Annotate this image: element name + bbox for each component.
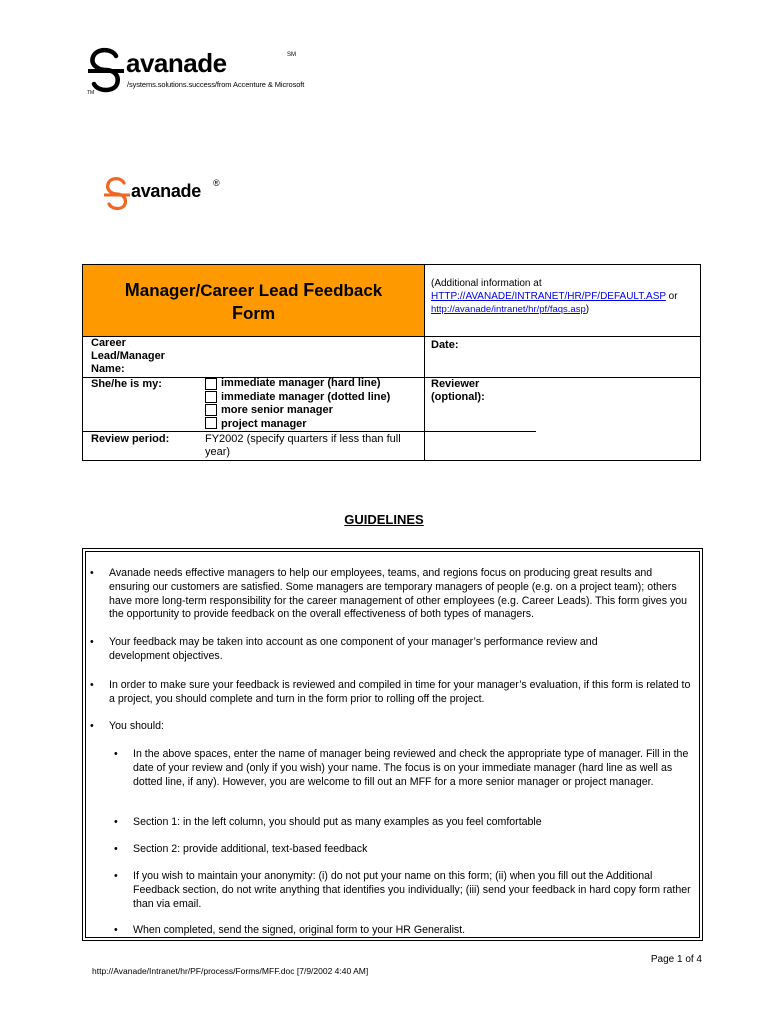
title-part: orm <box>242 304 276 323</box>
checkbox-senior-manager[interactable] <box>205 404 217 416</box>
avanade-logo-header <box>86 46 346 98</box>
avanade-swirl-orange-icon <box>103 176 131 212</box>
row-divider <box>83 377 701 378</box>
title-initial-f: F <box>303 280 315 300</box>
role-label: She/he is my: <box>91 378 162 390</box>
reviewer-field[interactable] <box>523 379 693 429</box>
option-dotted-line: immediate manager (dotted line) <box>221 390 391 403</box>
date-field[interactable] <box>473 339 695 373</box>
bullet-icon: • <box>114 870 118 882</box>
guideline-subtext: Section 2: provide additional, text-based feedback <box>133 843 368 855</box>
option-hard-line: immediate manager (hard line) <box>221 377 381 389</box>
review-period-value[interactable]: FY2002 (specify quarters if less than full year) <box>205 433 401 458</box>
guideline-text: You should: <box>109 720 164 732</box>
bullet-icon: • <box>114 816 118 828</box>
additional-info <box>431 277 699 316</box>
logo-wordmark-main: avanade <box>131 181 201 201</box>
bullet-icon: • <box>114 843 118 855</box>
info-or: or <box>665 291 678 302</box>
bullet-icon: • <box>114 924 118 936</box>
bullet-icon: • <box>90 720 94 732</box>
bullet-icon: • <box>90 679 94 691</box>
option-senior-manager: more senior manager <box>221 404 333 416</box>
avanade-logo-main <box>103 176 243 212</box>
manager-name-field[interactable] <box>203 339 419 375</box>
option-project-manager: project manager <box>221 417 307 430</box>
feedback-form-header <box>82 264 701 461</box>
guideline-text: Your feedback may be taken into account as one component of your manager’s performance review and development objectives. <box>109 636 598 662</box>
date-label: Date: <box>431 339 459 351</box>
title-part: eedback <box>314 281 383 300</box>
bullet-icon: • <box>114 748 118 760</box>
faqs-link[interactable]: http://avanade/intranet/hr/pf/faqs.asp <box>431 304 586 315</box>
guideline-subtext: If you wish to maintain your anonymity: (i) do not put your name on this form; (ii) when you fill out the Additional Feedback section, do not write anything that identifies you individually; (iii) send your feedback in hard copy form rather than via email. <box>133 870 691 910</box>
guidelines-box <box>82 548 703 941</box>
bullet-icon: • <box>90 636 94 648</box>
checkbox-hard-line[interactable] <box>205 378 217 390</box>
guideline-text: In order to make sure your feedback is reviewed and compiled in time for your manager’s evaluation, if this form is related to a project, you should complete and turn in the form prior to rolling off the project. <box>109 679 691 705</box>
title-initial-m: M <box>124 280 140 300</box>
registered-mark: ® <box>213 178 220 188</box>
title-initial-f: F <box>231 303 243 323</box>
row-divider <box>425 336 701 337</box>
bullet-icon: • <box>90 567 94 579</box>
service-mark: SM <box>287 52 296 58</box>
default-asp-link[interactable]: HTTP://AVANADE/INTRANET/HR/PF/DEFAULT.ASP <box>431 291 666 302</box>
manager-name-label: Career Lead/Manager Name: <box>91 337 165 375</box>
checkbox-dotted-line[interactable] <box>205 391 217 403</box>
logo-tagline: /systems.solutions.success/from Accenture & Microsoft <box>127 80 305 89</box>
guideline-subtext: In the above spaces, enter the name of manager being reviewed and check the appropriate type of manager. Fill in the date of your review and (only if you wish) your name. The focus is on your immediate manager (hard line as well as dotted line, if any). However, you are welcome to fill out an MFF for a more senior manager or project manager. <box>133 748 689 788</box>
form-title <box>83 265 425 337</box>
info-suffix: ) <box>585 304 590 315</box>
avanade-swirl-icon <box>86 46 126 94</box>
trademark-mark: TM <box>87 90 95 96</box>
checkbox-project-manager[interactable] <box>205 417 217 429</box>
title-part: anager/Career Lead <box>139 281 304 300</box>
guideline-subtext: Section 1: in the left column, you should put as many examples as you feel comfortable <box>133 816 542 828</box>
guidelines-title: GUIDELINES <box>344 512 424 527</box>
info-prefix: (Additional information at <box>431 278 542 289</box>
page-number: Page 1 of 4 <box>650 954 702 965</box>
guideline-text: Avanade needs effective managers to help our employees, teams, and regions focus on producing great results and ensuring our customers are satisfied. Some managers are temporary managers of people (e.g. on a project team); others have more long-term responsibility for the career management of other employees (e.g. Career Leads). This form gives you the opportunity to provide feedback on the overall effectiveness of both types of managers. <box>109 567 688 621</box>
logo-wordmark: avanade <box>126 48 227 78</box>
row-divider <box>83 431 536 432</box>
guideline-subtext: When completed, send the signed, original form to your HR Generalist. <box>133 924 466 936</box>
document-path: http://Avanade/Intranet/hr/PF/process/Forms/MFF.doc [7/9/2002 4:40 AM] <box>92 966 369 976</box>
reviewer-label: Reviewer (optional): <box>431 378 485 403</box>
review-period-label: Review period: <box>91 433 170 445</box>
